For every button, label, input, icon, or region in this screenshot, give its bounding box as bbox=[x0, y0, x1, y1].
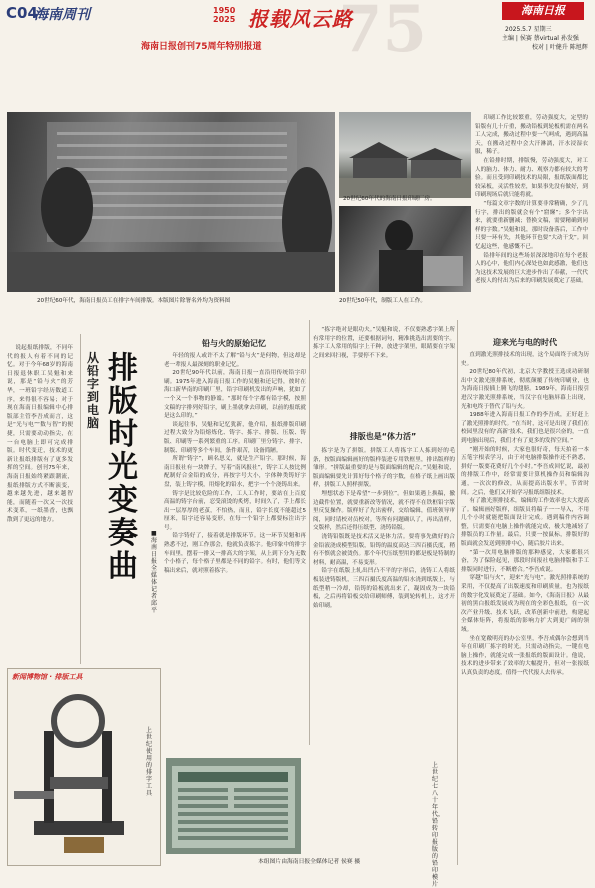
paragraph: 直到激光照排技术的出现，这个局面终于成为历史。 bbox=[461, 352, 589, 367]
plate-maker-illustration bbox=[339, 206, 471, 292]
column-section-1b bbox=[313, 326, 455, 424]
section-title-light-electric: 迎来光与电的时代 bbox=[493, 338, 557, 347]
press-machine-illustration bbox=[14, 691, 134, 859]
paragraph: 铅字铸好了，接着就是排版环节。这一环节吴魁和再熟悉不过，刚工作那会，他就负责拣字。他印象中的排字车间里，摆着一排又一排高大的字架，从上到下分为无数个小格子，每个格子里都是不同的铅字。有时，他们等文稿出来后，就对照着拣字。 bbox=[164, 533, 306, 574]
printing-factory-photo bbox=[339, 112, 471, 198]
paragraph: 拣字是为了拼版。拼版工人将拣字工人拣到好的毛条，按版面编辑画好的版样装进专用铁框里，排出版样的雏形。“拼版最重要的是与版面编辑的配合。”吴魁和说，版面编辑要先计算好每个格子的字数，在格子纸上画出版样，拼版工人照样拼版。 bbox=[313, 448, 455, 489]
paragraph: 铸字是比较危险的工作，工人工作时，要站在上百度高温的铸字台前，忍受滚烫的炙烤，时间久了，手上都长出一层厚厚的老茧，不怕热，而且，铅字长度不能超过5厘米，铅字还容易变形，在每一个铅字上都要标注出字号。 bbox=[164, 490, 306, 531]
tools-caption: 上世纪使用的排字工具 bbox=[146, 727, 153, 797]
paragraph: 在铅排时期，排版慢，劳动强度大，对工人的脑力、体力、耐力、观察力都有较大的考验。而且受到印刷技术的局限，报纸版面都比较呆板，灵活性较差，如果事先没有做好，到印刷现场后就只能将就。 bbox=[475, 157, 588, 199]
printing-plate-illustration bbox=[166, 758, 301, 854]
column-divider bbox=[309, 320, 310, 745]
section-title-manual-labor: 排版也是“体力活” bbox=[349, 432, 417, 441]
paragraph: 1988年进入海南日报工作的李吾成，正好赶上了激光照排的时代。“在当时，这可是出现了我们在校园里没有的‘高新’技术，我们也是很兴奋的，一直到电脑出现后，我们才有了更多的发挥空间。” bbox=[461, 412, 589, 444]
paragraph: 有了激光照排技术，编辑的工作效率也大大提高了。编辑画好版样，组版员将稿子一一导入，不用几个小时就能把版面设计完成。遇到稿件内容调整，只需要在电脑上操作就能完成，极大地减轻了排版员的工作量。最后，只要一按鼠标，排版好的版面就会发送到照排中心，随后胶片出来。 bbox=[461, 498, 589, 548]
museum-box bbox=[7, 668, 161, 866]
paragraph: 20世纪90年代以前，海南日报一直沿用传统铅字印刷。1975年进入海南日报工作的吴魁和还记得，彼时在海口新华南的印刷厂里，铅字印刷机发出的声响，犹如了一个又一个事物的静谧。“那时每个字都有铅字模，按照文稿的字排列好铅字，刷上墨就拿去印刷，以前的报纸就是这么印的。” bbox=[164, 370, 306, 420]
column-section-2 bbox=[313, 447, 455, 747]
section-name: 海南周刊 bbox=[34, 7, 90, 23]
paragraph: 铅排年间的这些场景深深地印在每个老报人的心中，他们内心深处也如此感激，他们也为这技术发展的巨大进步作出了奉献，一代代老报人的付出为后来的印刷发展奠定了基础。 bbox=[475, 252, 588, 285]
museum-box-title: 新闻博物馆 · 排版工具 bbox=[12, 673, 83, 681]
typesetting-workshop-photo bbox=[7, 112, 335, 292]
page-header bbox=[0, 0, 595, 67]
feature-title: 报载风云路 bbox=[248, 7, 353, 31]
paragraph: 铅字在纸版上轧出凹凸不平的字形后，浇铸工人将纸板装进铸版机，三四百摄氏度高温的铅水浇到纸版上，与纸型稍一冷却，铅铸的铅板就出来了，凝固成为一块铅板，之后再将铅板交给印刷师傅，装到轮转机上，这才开始印刷。 bbox=[313, 568, 455, 609]
feature-subtitle: 海南日报创刊75周年特别报道 bbox=[141, 42, 262, 52]
headline-main: 排版时光变奏曲 bbox=[108, 351, 138, 584]
paragraph: 印刷工作比较繁重，劳动强度大，定型的铅版有几十斤重，搬动铅板到轮板机需在两名工人完成，搬动过程中要一气呵成，遇到高温天，在搬动过程中会大汗淋漓，汗水浸湿衣服，稀子。 bbox=[475, 115, 588, 156]
factory-photo-caption: 20世纪60年代的海南日报印刷厂房。 bbox=[343, 196, 436, 202]
headline-kicker: 从铅字到电脑 bbox=[87, 351, 100, 430]
proof-credits: 校对 | 叶健升 陈旭辉 bbox=[532, 44, 588, 51]
column-section-1a bbox=[164, 352, 306, 757]
anniversary-years: 1950 2025 bbox=[213, 6, 236, 24]
plate-caption: 上世纪七八十年代，铅转印报版的铅印模片 bbox=[432, 762, 445, 888]
editor-credits: 主编 | 侯赛 蔡virtual 孙发强 bbox=[502, 35, 579, 42]
paragraph: “拣字绝对是眼功夫。”吴魁和说，不仅要熟悉字架上所有常用字的位置，还要根据词句，精准挑选出需要的字。拣字工人常用的铅字上千种，放进字架里，眼睛要在字架之间来回扫视，手要停不下来。 bbox=[313, 327, 455, 359]
column-section-3 bbox=[475, 114, 588, 314]
paragraph: 穿越“铅与火”，迎来“光与电”。激光照排系统的采用，不仅提高了出版速度和印刷质量，也为报纸的数字化发展奠定了基础。如今，《海南日报》从最初的黑白报纸发展成为现在的全彩色报纸，在一次次产业升级、技术飞跃，改革创新中前进，构建起全媒体矩阵，将报纸的影响力扩大到更广阔的领域。 bbox=[461, 575, 589, 633]
lead-paragraph bbox=[7, 344, 73, 662]
factory-building-illustration bbox=[339, 112, 471, 198]
paragraph: 20世纪80年代初，北京大学教授王选成功研制出中文激光照排系统，彻底颠覆了传统印刷业，也为海南日报插上腾飞的翅膀。1989年，海南日报引进汉字激光照排系统，当汉字在电脑屏幕上出现，光和电终于替代了铅与火。 bbox=[461, 369, 589, 410]
plate-photo-caption: 20世纪50年代，制版工人在工作。 bbox=[339, 298, 426, 304]
plate-making-photo bbox=[339, 206, 471, 292]
column-divider bbox=[80, 334, 81, 664]
paragraph: 坐在宽敞明亮的办公室里，李吾成偶尔会想到当年在印刷厂拣字的时光。只需动动指尖，一键在电脑上操作，就能完成一张报纸的版面设计。他说，技术的进步带来了效率的大幅提升，但对一张报纸认真负责的态度，值得一代代报人去传承。 bbox=[461, 635, 589, 676]
paragraph: 谈起往事，吴魁和记忆犹新，他介绍，报纸排版印刷过程大致分为铅熔炼化、铸字、拣字、排版、压版、铸版、印刷等一系列繁重的工序。印刷厂里分铸字、排字、制版、印刷等多个车间，条件艰苦，设备简陋。 bbox=[164, 421, 306, 454]
paragraph: “每篇文章字数的计算要非常精确，少了几行字，排出的版就会有个“窟窿”；多个字出来，就要重新删减；替换文稿，需要精确到同样的字数。”吴魁和说，那时设备落后，工作中只要一环有失，其他环节也要“大动干戈”。回忆起这些，他感慨不已。 bbox=[475, 200, 588, 250]
paragraph: 埋想状态下是希望“一步到位”。但如果遇上换稿，撤边截件位置，就要重新改等情况，就不得不在铁框铅字版里反复操作。版样好了先出密样，交给编辑，值班领导审阅，同时请校对员校对。等所有问题确认了，再出清样，交版样，然后还得压纸型、浇铸铅版。 bbox=[313, 490, 455, 532]
column-divider bbox=[457, 320, 458, 865]
issue-date: 2025.5.7 星期三 bbox=[505, 26, 552, 33]
lead-text: 说起报纸排版，不同年代的报人有着不同的记忆。对于今年68岁的海南日报退休职工吴魁和来说，那是“铅与火”的芳华，一班铅字经历数道工序，来得很不容易；对于现在海南日报编辑中心排版部主管李吾成而言，这是“光与电”“数与智”的便捷，只需要动动指尖，在一台电脑上即可完成排版。时代变迁，技术的更新让报纸排版有了更多发挥的空间。创刊75年来，海南日报始终紧跟潮流，报纸排版方式不断演变，越来越先进，越来越智能，而随着一次又一次技术变革，一纸墨香，也飘散到了更远的地方。 bbox=[7, 345, 73, 523]
column-section-4 bbox=[461, 351, 589, 866]
photo-credit: 本组图片由海南日报全媒体记者 侯赛 摄 bbox=[258, 859, 361, 865]
paragraph: 浇铸铅版既是技术活又是体力活。要将事先做好的合金铅液浇成模型铅版，铅铸的温度高达三四百摄氏度，稍有不慎就会被烫伤。那个年代压纸型用的都是板是特制的材料，耐高温，不易变形。 bbox=[313, 533, 455, 566]
newspaper-logo: 海南日报 bbox=[502, 2, 584, 20]
paragraph: 所谓“铸字”，顾名思义，就是生产铅字。那时候，海南日报社有一块牌子，写着“南风报社”，铸字工人按比例配制好合金铅的成分，再按字号大小，字体种类铸好字盘，装上铸字模，用熔化的铅水，把字一个个浇铸出来。 bbox=[164, 456, 306, 488]
main-photo-caption: 20世纪60年代，海南日报员工在排字车间排版。本版图片除署名外均为资料图 bbox=[37, 298, 231, 304]
paragraph: “第一次用电脑排版的那种感觉，大家都很兴奋，为了保险起见，那段时间报社电脑排版和手工排版同时进行，不断磨合。”李吾成说。 bbox=[461, 549, 589, 573]
typesetting-workshop-illustration bbox=[7, 112, 335, 292]
paragraph: 年轻的报人或许不太了解“铅与火”是何物，但这却是老一辈报人最深刻的职业记忆。 bbox=[164, 353, 306, 368]
section-title-lead-fire: 铅与火的原始记忆 bbox=[202, 339, 266, 348]
headline-byline: ■ 海南日报全媒体记者 邱平 bbox=[151, 530, 158, 614]
printing-plate-photo bbox=[166, 758, 301, 854]
page-code: C04 bbox=[6, 4, 38, 22]
paragraph: “刚开始的时候，大家也很好奇，每天拍着一本五笔字根表学习，由于对电脑排版操作还不熟悉，拼好一版要花费好几个小时。”李吾成回忆说，最初的排版工作中，经常需要计算机操作员和编辑沟通，一次次的修改，从而提高出版水平，节省时间。之后，他们又开始学习报纸组版技术。 bbox=[461, 446, 589, 496]
big-75-graphic: 75 bbox=[338, 0, 428, 67]
